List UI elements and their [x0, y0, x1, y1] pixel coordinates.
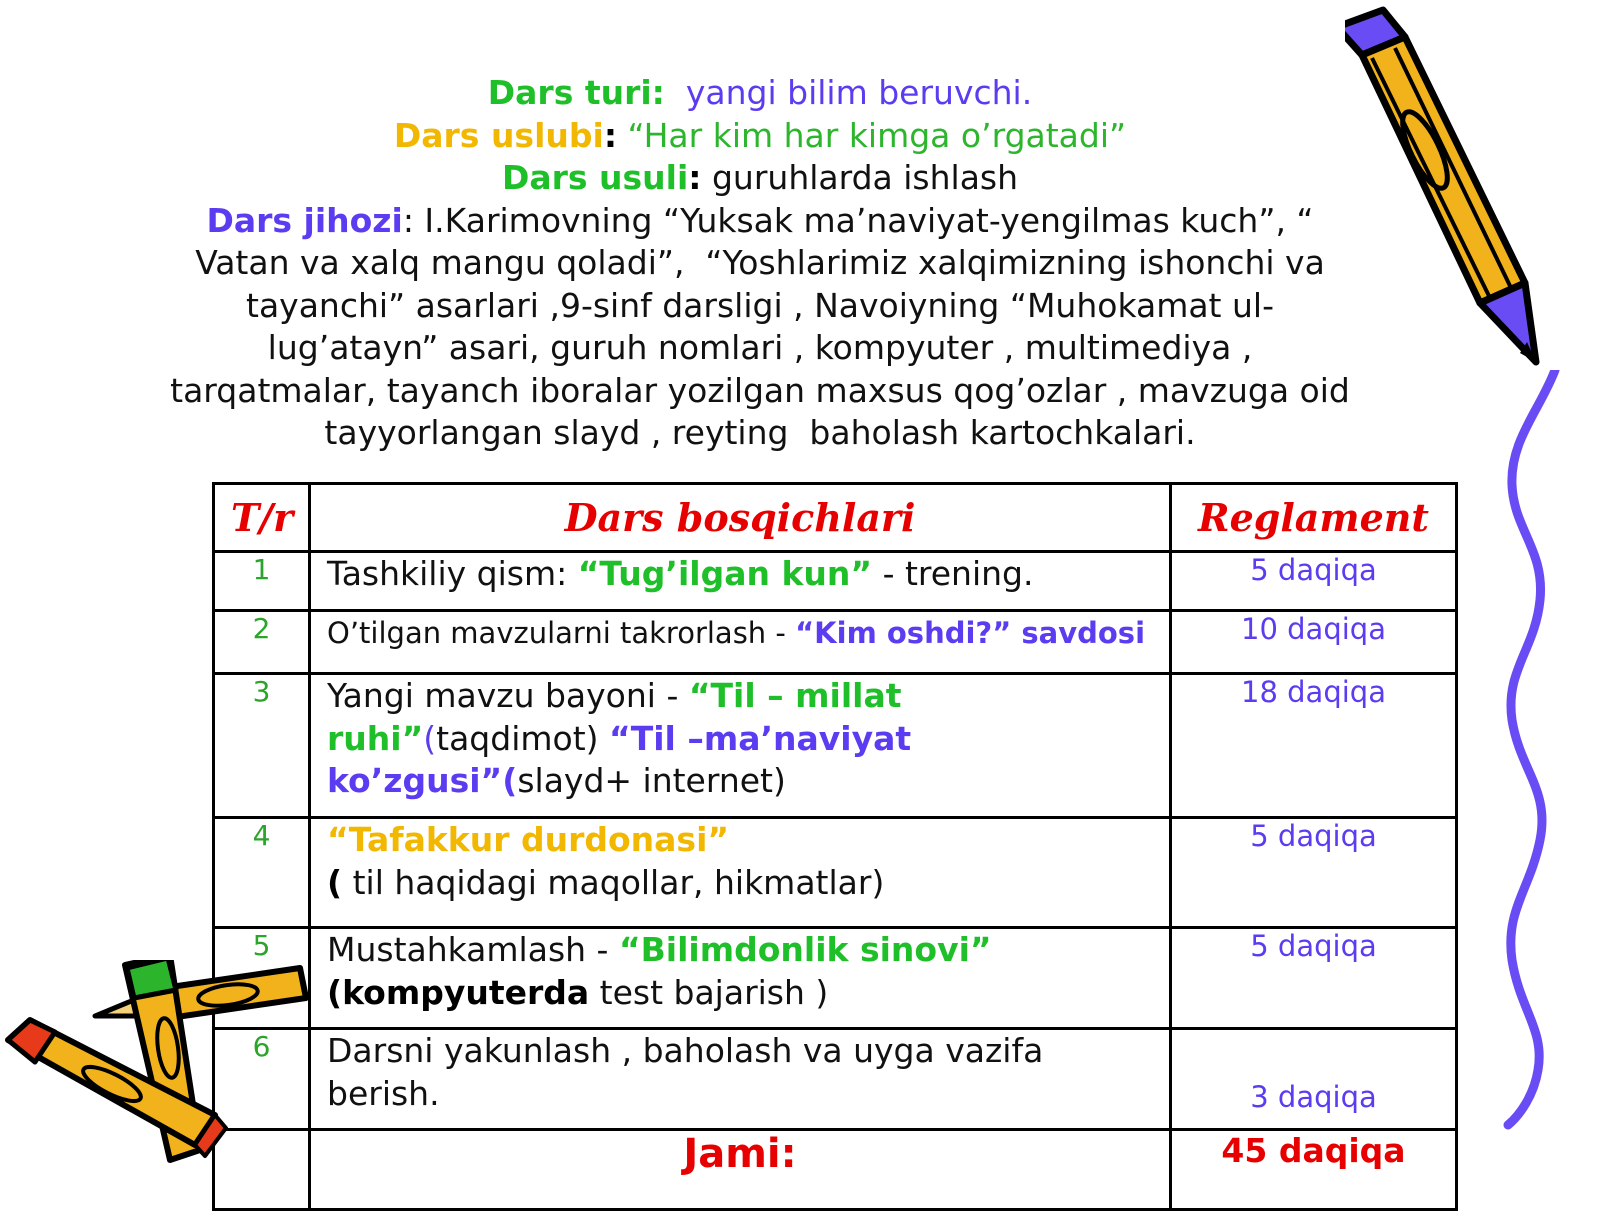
lesson-method-value: guruhlarda ishlash — [711, 158, 1019, 197]
stage-text: taqdimot) — [436, 718, 610, 758]
lesson-method-label: Dars usuli — [501, 158, 689, 197]
pencil-icon — [1345, 0, 1545, 380]
header-number: T/r — [214, 484, 310, 552]
table-row — [214, 552, 1457, 611]
lesson-stages-table — [212, 482, 1458, 1211]
stage-text: O’tilgan mavzularni takrorlash - — [327, 616, 796, 650]
table-header-row — [214, 484, 1457, 552]
row-number: 1 — [214, 552, 310, 611]
row-time: 10 daqiqa — [1171, 611, 1457, 674]
stage-text: ( — [327, 862, 343, 902]
row-time: 5 daqiqa — [1171, 928, 1457, 1029]
lesson-style-label: Dars uslubi — [393, 115, 604, 155]
table-row — [214, 1029, 1457, 1130]
stage-text: (kompyuterda — [327, 972, 590, 1012]
row-number: 4 — [214, 818, 310, 928]
row-time: 3 daqiqa — [1171, 1029, 1457, 1130]
row-time: 5 daqiqa — [1171, 818, 1457, 928]
total-label: Jami: — [310, 1130, 1171, 1210]
lesson-equipment-text: : I.Karimovning “Yuksak ma’naviyat-yengilmas kuch”, “ — [402, 200, 1314, 240]
crossed-pencils-icon — [0, 960, 320, 1180]
stage-highlight: “Tug’ilgan kun” — [577, 554, 873, 593]
row-stage — [310, 928, 1171, 1029]
stage-highlight: “Kim oshdi?” savdosi — [795, 616, 1146, 650]
row-time: 18 daqiqa — [1171, 674, 1457, 818]
lesson-type-line — [160, 72, 1360, 115]
lesson-equipment-text: tayanchi” asarlari ,9-sinf darsligi , Navoiyning “Muhokamat ul- — [246, 285, 1274, 325]
stage-text: ( — [423, 718, 437, 758]
stage-text: Yangi mavzu bayoni - — [327, 676, 689, 715]
lesson-equipment-line — [160, 200, 1360, 243]
lesson-method-line — [160, 157, 1360, 200]
table-row — [214, 674, 1457, 818]
lesson-equipment-text: lug’atayn” asari, guruh nomlari , kompyuter , multimediya , — [267, 328, 1253, 367]
stage-highlight: “Til –ma’naviyat ko’zgusi”( — [327, 718, 912, 800]
row-number: 6 — [214, 1029, 310, 1130]
table-row — [214, 611, 1457, 674]
row-stage — [310, 552, 1171, 611]
table-total-row — [214, 1130, 1457, 1210]
stage-highlight: “Tafakkur durdonasi” — [327, 820, 730, 859]
row-stage — [310, 674, 1171, 818]
lesson-equipment-text: tarqatmalar, tayanch iboralar yozilgan maxsus qog’ozlar , mavzuga oid — [170, 370, 1350, 410]
lesson-type-value: yangi bilim beruvchi. — [685, 73, 1033, 112]
lesson-equipment-text: Vatan va xalq mangu qoladi”, “Yoshlarimiz xalqimizning ishonchi va — [195, 243, 1325, 282]
row-stage — [310, 611, 1171, 674]
lesson-style-colon: : — [603, 115, 618, 155]
header-stages: Dars bosqichlari — [310, 484, 1171, 552]
stage-text: - trening. — [872, 554, 1034, 593]
table-row — [214, 818, 1457, 928]
row-number: 2 — [214, 611, 310, 674]
stage-highlight: “Bilimdonlik sinovi” — [618, 930, 992, 969]
total-value: 45 daqiqa — [1171, 1130, 1457, 1210]
header-time: Reglament — [1171, 484, 1457, 552]
lesson-info — [160, 72, 1360, 455]
lesson-style-value: “Har kim har kimga o’rgatadi” — [627, 115, 1127, 155]
row-number: 3 — [214, 674, 310, 818]
lesson-method-colon: : — [688, 158, 702, 197]
row-number: 5 — [214, 928, 310, 1029]
row-stage: Darsni yakunlash , baholash va uyga vazifa berish. — [310, 1029, 1171, 1130]
lesson-type-label: Dars turi: — [487, 73, 665, 112]
lesson-style-line — [160, 115, 1360, 158]
wavy-line — [1500, 370, 1600, 1130]
stage-text: slayd+ internet) — [517, 761, 786, 800]
stage-text: Tashkiliy qism: — [327, 554, 578, 593]
table-row — [214, 928, 1457, 1029]
stage-text: Mustahkamlash - — [327, 930, 619, 969]
row-time: 5 daqiqa — [1171, 552, 1457, 611]
lesson-equipment-label: Dars jihozi — [206, 200, 403, 240]
row-stage — [310, 818, 1171, 928]
stage-text: test bajarish ) — [589, 972, 829, 1012]
stage-highlight: “Til – millat ruhi” — [327, 676, 902, 758]
lesson-equipment-text: tayyorlangan slayd , reyting baholash kartochkalari. — [324, 413, 1196, 452]
stage-text: til haqidagi maqollar, hikmatlar) — [342, 862, 885, 902]
